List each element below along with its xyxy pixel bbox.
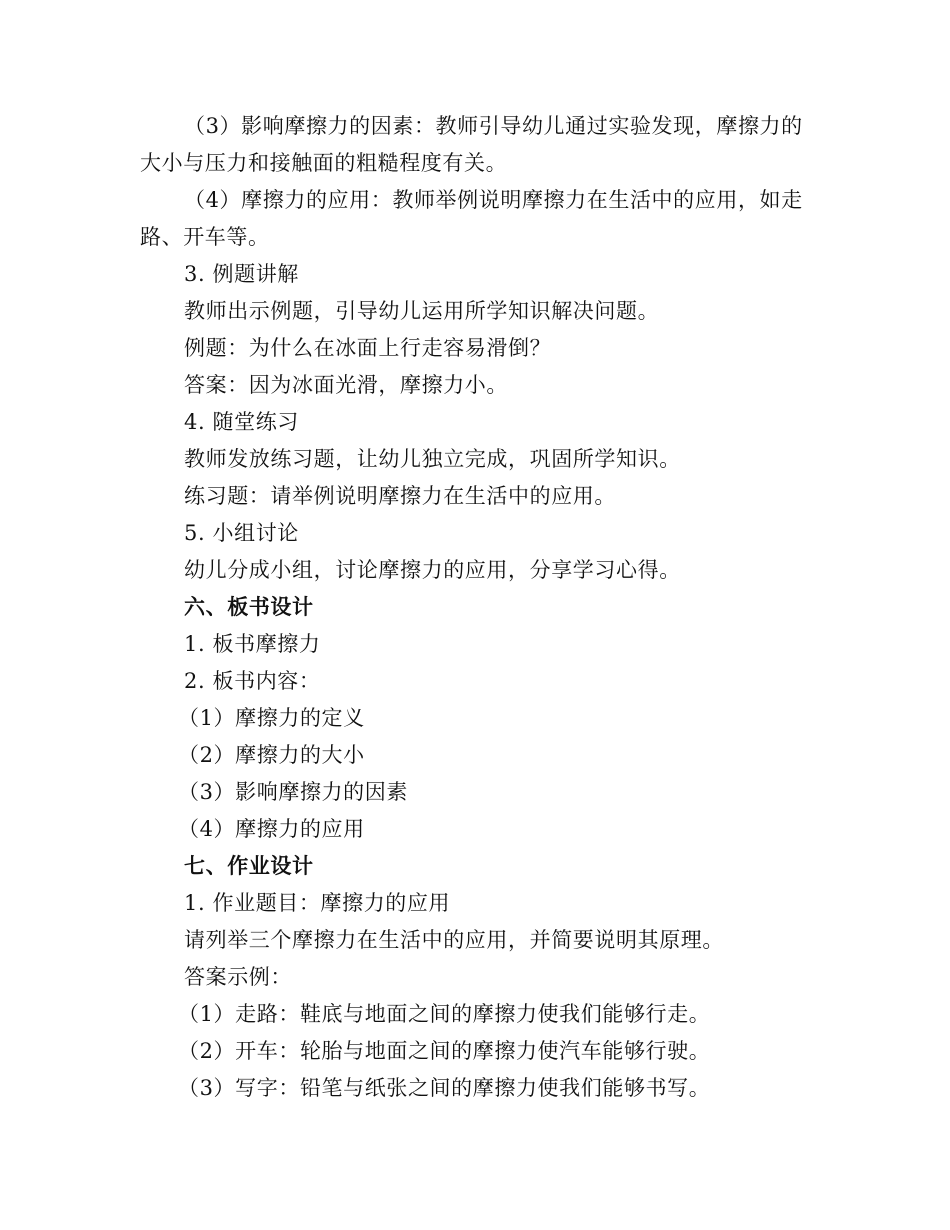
paragraph-line: 1. 作业题目：摩擦力的应用 (184, 891, 451, 915)
paragraph-line: 例题：为什么在冰面上行走容易滑倒？ (184, 336, 552, 360)
paragraph-line: 大小与压力和接触面的粗糙程度有关。 (140, 151, 508, 175)
paragraph-line: 路、开车等。 (140, 225, 270, 249)
paragraph-line: （2）摩擦力的大小 (178, 743, 365, 767)
paragraph-line: （3）写字：铅笔与纸张之间的摩擦力使我们能够书写。 (178, 1076, 711, 1100)
paragraph-line: 教师出示例题，引导幼儿运用所学知识解决问题。 (184, 299, 660, 323)
paragraph-line: 答案：因为冰面光滑，摩擦力小。 (184, 373, 508, 397)
paragraph-line: 1. 板书摩擦力 (184, 632, 321, 656)
section-heading: 六、板书设计 (184, 595, 314, 619)
paragraph-line: （1）走路：鞋底与地面之间的摩擦力使我们能够行走。 (178, 1002, 711, 1026)
paragraph-line: （2）开车：轮胎与地面之间的摩擦力使汽车能够行驶。 (178, 1039, 711, 1063)
paragraph-line: 5. 小组讨论 (184, 521, 299, 545)
paragraph-line: （4）摩擦力的应用：教师举例说明摩擦力在生活中的应用，如走 (184, 188, 803, 212)
paragraph-line: 4. 随堂练习 (184, 410, 299, 434)
paragraph-line: 3. 例题讲解 (184, 262, 299, 286)
paragraph-line: （4）摩擦力的应用 (178, 817, 365, 841)
paragraph-line: 教师发放练习题，让幼儿独立完成，巩固所学知识。 (184, 447, 681, 471)
paragraph-line: 幼儿分成小组，讨论摩擦力的应用，分享学习心得。 (184, 558, 681, 582)
paragraph-line: （1）摩擦力的定义 (178, 706, 365, 730)
paragraph-line: 答案示例： (184, 965, 292, 989)
paragraph-line: （3）影响摩擦力的因素 (178, 780, 408, 804)
section-heading: 七、作业设计 (184, 854, 314, 878)
paragraph-line: 练习题：请举例说明摩擦力在生活中的应用。 (184, 484, 616, 508)
paragraph-line: 2. 板书内容： (184, 669, 321, 693)
paragraph-line: （3）影响摩擦力的因素：教师引导幼儿通过实验发现，摩擦力的 (184, 114, 803, 138)
paragraph-line: 请列举三个摩擦力在生活中的应用，并简要说明其原理。 (184, 928, 724, 952)
